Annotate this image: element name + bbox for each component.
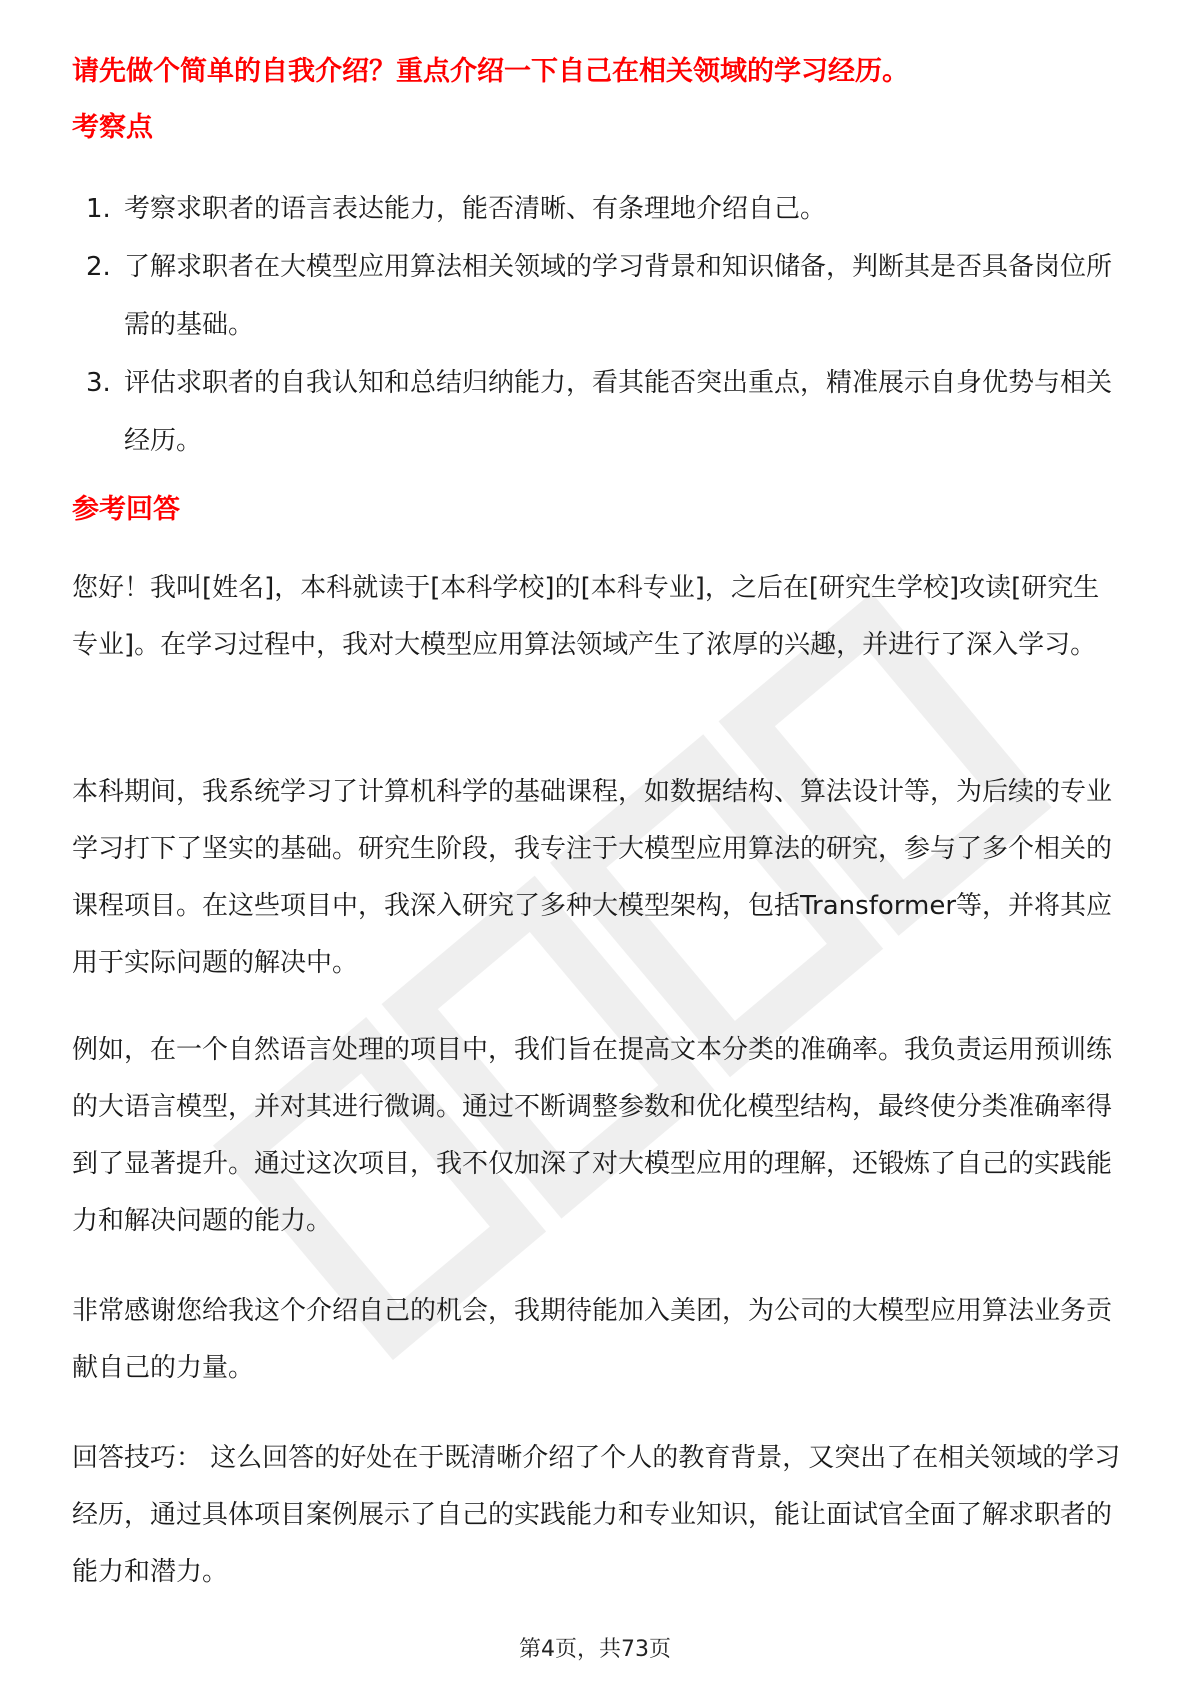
answer-paragraph-project: 例如，在一个自然语言处理的项目中，我们旨在提高文本分类的准确率。我负责运用预训练的大语言模型，并对其进行微调。通过不断调整参数和优化模型结构，最终使分类准确率得到了显著提升。通过这次项目，我不仅加深了对大模型应用的理解，还锻炼了自己的实践能力和解决问题的能力。 [72, 1035, 1113, 1236]
section-title-kaocha: 考察点 [72, 112, 153, 143]
question-heading: 请先做个简单的自我介绍？重点介绍一下自己在相关领域的学习经历。 [72, 56, 909, 87]
list-item-text: 评估求职者的自我认知和总结归纳能力，看其能否突出重点，精准展示自身优势与相关经历。 [124, 368, 1113, 456]
list-item [72, 354, 1120, 470]
list-item [72, 238, 1120, 354]
list-item-text: 了解求职者在大模型应用算法相关领域的学习背景和知识储备，判断其是否具备岗位所需的基础。 [124, 252, 1113, 340]
page-number-footer: 第4页，共73页 [519, 1637, 671, 1662]
answer-paragraph-intro: 您好！我叫[姓名]，本科就读于[本科学校]的[本科专业]，之后在[研究生学校]攻读[研究生专业]。在学习过程中，我对大模型应用算法领域产生了浓厚的兴趣，并进行了深入学习。 [72, 573, 1100, 660]
points-list [72, 180, 1120, 470]
answer-paragraph-study: 本科期间，我系统学习了计算机科学的基础课程，如数据结构、算法设计等，为后续的专业学习打下了坚实的基础。研究生阶段，我专注于大模型应用算法的研究，参与了多个相关的课程项目。在这些项目中，我深入研究了多种大模型架构，包括Transformer等，并将其应用于实际问题的解决中。 [72, 777, 1113, 978]
answer-paragraph-tips: 回答技巧： 这么回答的好处在于既清晰介绍了个人的教育背景，又突出了在相关领域的学习经历，通过具体项目案例展示了自己的实践能力和专业知识，能让面试官全面了解求职者的能力和潜力。 [72, 1443, 1121, 1587]
list-item-number: 1. [86, 194, 111, 224]
list-item-number: 2. [86, 252, 111, 282]
list-item-number: 3. [86, 368, 111, 398]
answer-paragraph-closing: 非常感谢您给我这个介绍自己的机会，我期待能加入美团，为公司的大模型应用算法业务贡献自己的力量。 [72, 1296, 1113, 1383]
list-item [72, 180, 1120, 238]
section-title-cankao: 参考回答 [72, 494, 180, 525]
list-item-text: 考察求职者的语言表达能力，能否清晰、有条理地介绍自己。 [124, 194, 827, 224]
